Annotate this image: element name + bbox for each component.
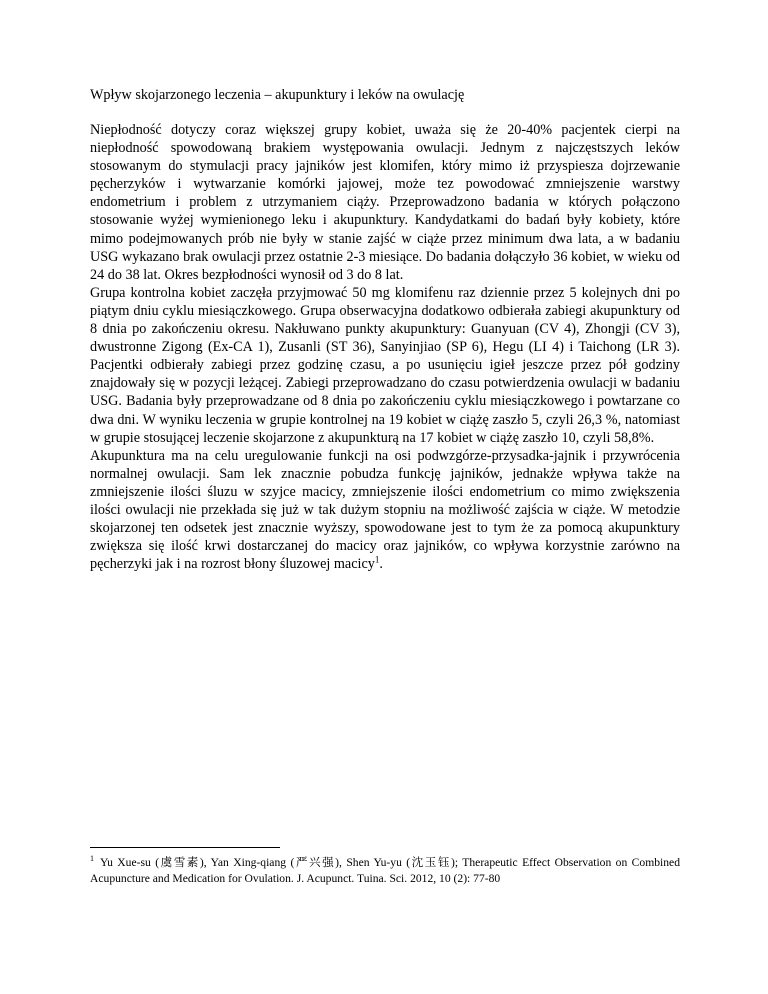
document-body [90, 86, 680, 573]
paragraph-2: Grupa kontrolna kobiet zaczęła przyjmować 50 mg klomifenu raz dziennie przez 5 kolejnych dni po piątym dniu cyklu miesiączkowego. Grupa obserwacyjna dodatkowo odbierała zabiegi akupunktury od 8 dnia po zakończeniu okresu. Nakłuwano punkty akupunktury: Guanyuan (CV 4), Zhongji (CV 3), dwustronne Zigong (Ex-CA 1), Zusanli (ST 36), Sanyinjiao (SP 6), Hegu (LI 4) i Taichong (LR 3). Pacjentki odbierały zabiegi przez godzinę czasu, a po usunięciu igieł jeszcze przez pół godziny znajdowały się w pozycji leżącej. Zabiegi przeprowadzano do czasu potwierdzenia owulacji w badaniu USG. Badania były przeprowadzane od 8 dnia po zakończeniu cyklu miesiączkowego i powtarzane co dwa dni. W wyniku leczenia w grupie kontrolnej na 19 kobiet w ciążę zaszło 5, czyli 26,3 %, natomiast w grupie stosującej leczenie skojarzone z akupunkturą na 17 kobiet w ciążę zaszło 10, czyli 58,8%. [90, 284, 680, 446]
footnote-text: Yu Xue-su (虞雪素), Yan Xing-qiang (严兴强), Shen Yu-yu (沈玉钰); Therapeutic Effect Observation on Combined Acupuncture and Medication for Ovulation. J. Acupunct. Tuina. Sci. 2012, 10 (2): 77-80 [90, 856, 680, 885]
footnote-reference[interactable]: 1 [374, 554, 380, 565]
paragraph-3-text: Akupunktura ma na celu uregulowanie funkcji na osi podwzgórze-przysadka-jajnik i przywrócenia normalnej owulacji. Sam lek znacznie pobudza funkcję jajników, jednakże wpływa także na zmniejszenie ilości śluzu w szyjce macicy, zmniejszenie ilości endometrium co mimo zwiększenia ilości owulacji nie przekłada się już w tak dużym stopniu na możliwość zajścia w ciąże. W metodzie skojarzonej ten odsetek jest znacznie wyższy, spowodowane jest to tym że za pomocą akupunktury zwiększa się ilość krwi dostarczanej do macicy oraz jajników, co wpływa korzystnie zarówno na pęcherzyki jak i na rozrost błony śluzowej macicy [90, 447, 680, 573]
paragraph-1: Niepłodność dotyczy coraz większej grupy kobiet, uważa się że 20-40% pacjentek cierpi na niepłodność spowodowaną brakiem występowania owulacji. Jednym z najczęstszych leków stosowanym do stymulacji pracy jajników jest klomifen, który mimo iż przyspiesza dojrzewanie pęcherzyków i wytwarzanie komórki jajowej, może tez powodować zmniejszenie warstwy endometrium i problem z utrzymaniem ciąży. Przeprowadzono badania w których połączono stosowanie wyżej wymienionego leku i akupunktury. Kandydatkami do badań były kobiety, które mimo podejmowanych prób nie były w stanie zajść w ciąże przez minimum dwa lata, a w badaniu USG wykazano brak owulacji przez ostatnie 2-3 miesiące. Do badania dołączyło 36 kobiet, w wieku od 24 do 38 lat. Okres bezpłodności wynosił od 3 do 8 lat. [90, 122, 680, 283]
paragraph-3-period: . [379, 556, 383, 573]
footnote-separator [90, 847, 280, 848]
document-title: Wpływ skojarzonego leczenia – akupunktury i leków na owulację [90, 87, 465, 103]
footnote [90, 855, 680, 887]
paragraph-3 [90, 447, 680, 574]
footnote-number: 1 [90, 854, 94, 864]
